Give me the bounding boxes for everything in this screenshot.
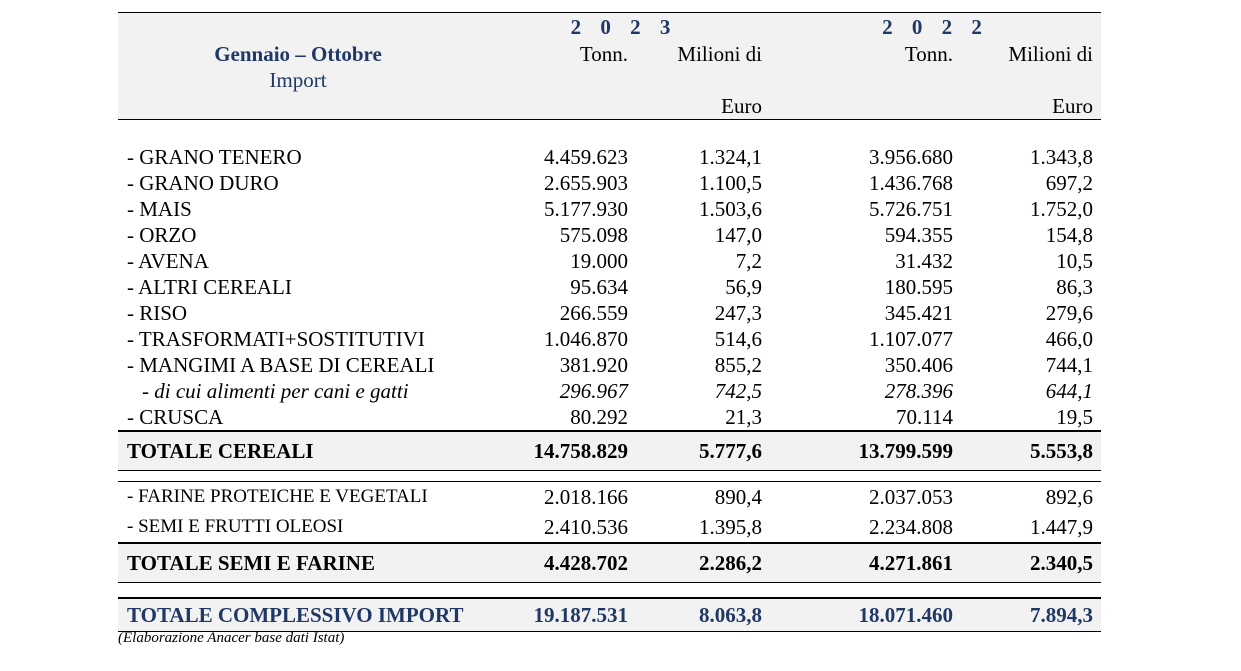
header-empty-cell [118, 93, 478, 120]
row-euro-2023: 56,9 [725, 275, 762, 299]
row-euro-2022: 644,1 [1045, 379, 1093, 403]
row-tonn-2023: 80.292 [570, 405, 628, 429]
row-tonn-2023: 575.098 [559, 223, 628, 247]
total-cereali-euro-2022: 5.553,8 [961, 431, 1101, 471]
header-empty-cell [478, 93, 636, 120]
row-tonn-2022: 2.234.808 [869, 515, 953, 539]
row-label: - AVENA [127, 249, 209, 273]
header-empty-cell [118, 13, 478, 42]
row-tonn-2023: 2.018.166 [478, 482, 636, 513]
table-row [118, 222, 1101, 248]
total-semi-label: TOTALE SEMI E FARINE [118, 543, 478, 583]
row-euro-2023: 1.503,6 [699, 197, 762, 221]
row-tonn-2023: 266.559 [559, 301, 628, 325]
col-euro-2022-line2: Euro [961, 93, 1101, 120]
total-cereali-euro-2023: 5.777,6 [636, 431, 770, 471]
row-label: - FARINE PROTEICHE E VEGETALI [118, 482, 478, 513]
total-semi-euro-2022: 2.340,5 [961, 543, 1101, 583]
row-tonn-2023: 2.655.903 [544, 171, 628, 195]
row-euro-2022: 154,8 [1045, 223, 1093, 247]
row-euro-2023: 21,3 [725, 405, 762, 429]
row-tonn-2022: 350.406 [884, 353, 953, 377]
total-semi-tonn-2022: 4.271.861 [770, 543, 961, 583]
row-tonn-2022: 5.726.751 [869, 197, 953, 221]
row-tonn-2023: 296.967 [559, 379, 628, 403]
row-tonn-2022: 594.355 [884, 223, 953, 247]
col-euro-2023 [636, 41, 770, 93]
row-label: - RISO [127, 301, 188, 325]
spacer-row [118, 583, 1101, 599]
total-import-label: TOTALE COMPLESSIVO IMPORT [118, 598, 478, 632]
table-row [118, 248, 1101, 274]
row-tonn-2023: 5.177.930 [544, 197, 628, 221]
row-euro-2022: 10,5 [1056, 249, 1093, 273]
row-euro-2022: 1.752,0 [1030, 197, 1093, 221]
row-label: - MAIS [127, 197, 192, 221]
row-euro-2022: 744,1 [1045, 353, 1093, 377]
row-tonn-2023: 2.410.536 [544, 515, 628, 539]
flow-subtitle: Import [118, 67, 478, 93]
row-euro-2022: 19,5 [1056, 405, 1093, 429]
total-cereali-tonn-2023: 14.758.829 [478, 431, 636, 471]
row-tonn-2023: 95.634 [570, 275, 628, 299]
col-euro-2023-line2: Euro [636, 93, 770, 120]
col-tonn-2022-label: Tonn. [904, 42, 953, 66]
table-row [118, 170, 1101, 196]
import-table [118, 12, 1101, 632]
row-tonn-2022: 2.037.053 [770, 482, 961, 513]
row-euro-2023: 514,6 [714, 327, 762, 351]
table-row-subitem [118, 378, 1101, 404]
total-import-row [118, 598, 1101, 632]
spacer-row [118, 471, 1101, 482]
row-euro-2022: 1.343,8 [1030, 145, 1093, 169]
table-row [118, 326, 1101, 352]
table-row [118, 300, 1101, 326]
import-table-container [118, 12, 1101, 632]
row-euro-2022: 466,0 [1045, 327, 1093, 351]
total-semi-row [118, 543, 1101, 583]
spacer-row [118, 120, 1101, 145]
row-tonn-2022: 70.114 [896, 405, 953, 429]
col-tonn-2023-label: Tonn. [579, 42, 628, 66]
row-tonn-2022: 1.107.077 [869, 327, 953, 351]
row-tonn-2023: 19.000 [570, 249, 628, 273]
table-row [118, 482, 1101, 513]
table-row [118, 352, 1101, 378]
row-euro-2023: 1.324,1 [699, 145, 762, 169]
row-tonn-2022: 345.421 [884, 301, 953, 325]
row-tonn-2023: 381.920 [559, 353, 628, 377]
table-row [118, 512, 1101, 543]
row-tonn-2023: 4.459.623 [544, 145, 628, 169]
row-label: - MANGIMI A BASE DI CEREALI [127, 353, 435, 377]
row-tonn-2022: 278.396 [884, 379, 953, 403]
total-cereali-tonn-2022: 13.799.599 [770, 431, 961, 471]
row-euro-2022: 1.447,9 [1030, 515, 1093, 539]
source-note: (Elaborazione Anacer base dati Istat) [118, 630, 345, 646]
row-label: - ALTRI CEREALI [127, 275, 292, 299]
period-title: Gennaio – Ottobre [118, 41, 478, 67]
col-euro-2023-line1: Milioni di [677, 42, 762, 66]
row-euro-2023: 7,2 [735, 249, 762, 273]
row-euro-2022: 86,3 [1056, 275, 1093, 299]
row-label: - di cui alimenti per cani e gatti [142, 379, 409, 403]
row-label: - CRUSCA [127, 405, 224, 429]
col-tonn-2022 [770, 41, 961, 93]
row-label: - SEMI E FRUTTI OLEOSI [127, 516, 344, 537]
row-euro-2023: 247,3 [714, 301, 762, 325]
total-cereali-row [118, 431, 1101, 471]
total-import-tonn-2022: 18.071.460 [770, 598, 961, 632]
row-label: - ORZO [127, 223, 197, 247]
total-import-euro-2022: 7.894,3 [961, 598, 1101, 632]
row-tonn-2022: 180.595 [884, 275, 953, 299]
total-semi-euro-2023: 2.286,2 [636, 543, 770, 583]
col-tonn-2023 [478, 41, 636, 93]
header-row-period [118, 41, 1101, 67]
row-tonn-2022: 3.956.680 [869, 145, 953, 169]
total-semi-tonn-2023: 4.428.702 [478, 543, 636, 583]
year-2022-header: 2 0 2 2 [770, 13, 1101, 42]
row-euro-2023: 855,2 [714, 353, 762, 377]
row-tonn-2022: 1.436.768 [869, 171, 953, 195]
row-euro-2023: 147,0 [714, 223, 762, 247]
year-2023-header: 2 0 2 3 [478, 13, 770, 42]
row-euro-2022: 279,6 [1045, 301, 1093, 325]
row-euro-2023: 1.395,8 [699, 515, 762, 539]
table-row [118, 196, 1101, 222]
total-cereali-label: TOTALE CEREALI [118, 431, 478, 471]
row-euro-2023: 742,5 [714, 379, 762, 403]
row-tonn-2023: 1.046.870 [544, 327, 628, 351]
row-tonn-2022: 31.432 [895, 249, 953, 273]
row-label: - TRASFORMATI+SOSTITUTIVI [127, 327, 425, 351]
col-euro-2022-line1: Milioni di [1008, 42, 1093, 66]
total-import-euro-2023: 8.063,8 [636, 598, 770, 632]
header-empty-cell [770, 93, 961, 120]
header-row-units [118, 93, 1101, 120]
row-label: - GRANO DURO [127, 171, 279, 195]
row-euro-2023: 1.100,5 [699, 171, 762, 195]
row-label: - GRANO TENERO [127, 145, 302, 169]
header-row-years [118, 13, 1101, 42]
row-euro-2023: 890,4 [636, 482, 770, 513]
table-row [118, 404, 1101, 431]
table-row [118, 274, 1101, 300]
total-import-tonn-2023: 19.187.531 [478, 598, 636, 632]
row-euro-2022: 697,2 [1045, 171, 1093, 195]
table-row [118, 144, 1101, 170]
col-euro-2022 [961, 41, 1101, 93]
row-euro-2022: 892,6 [961, 482, 1101, 513]
